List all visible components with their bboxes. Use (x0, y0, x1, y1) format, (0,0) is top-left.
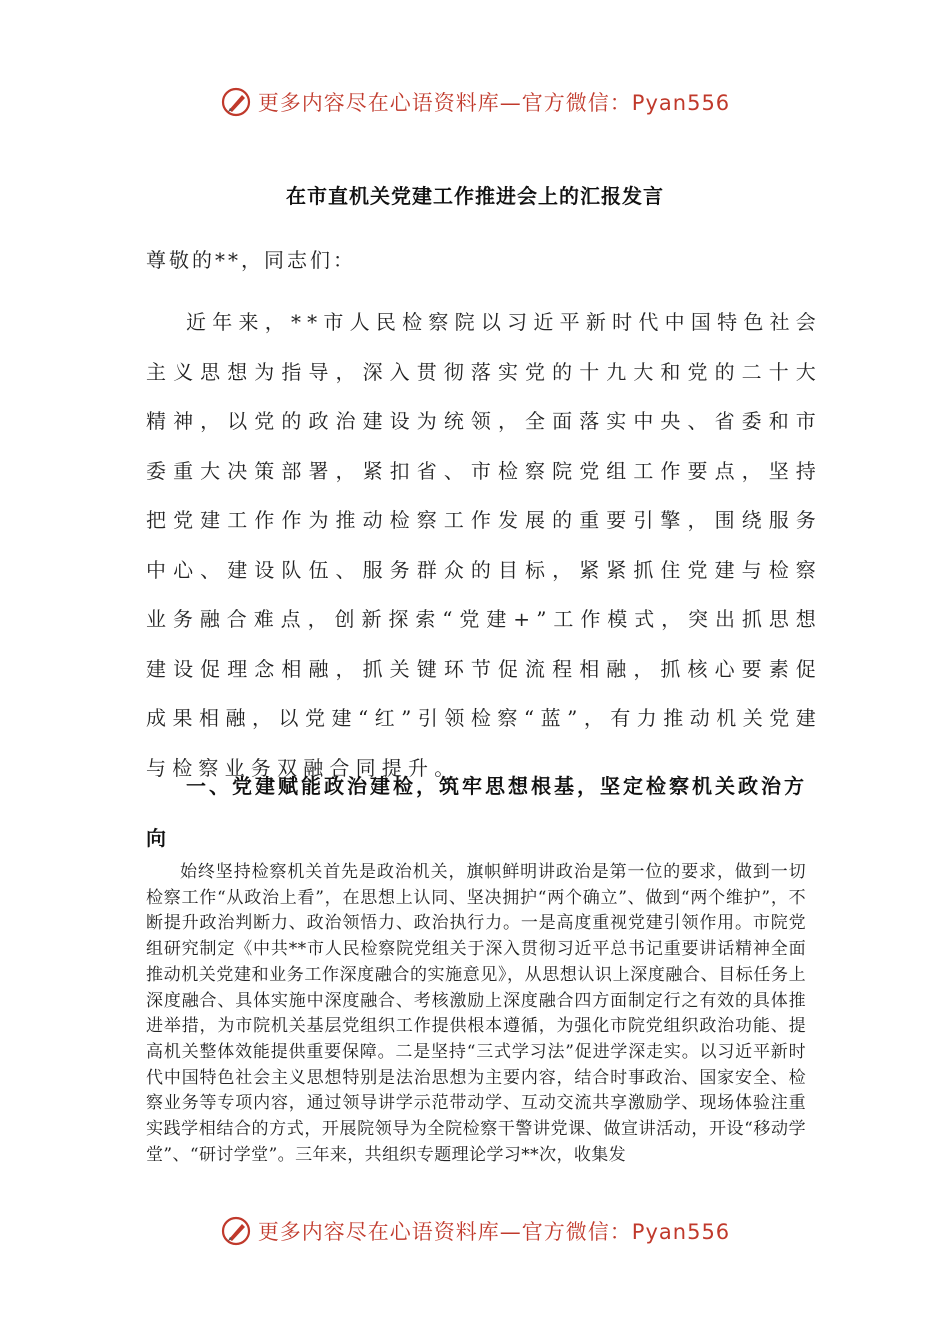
body-paragraph-1: 近年来，**市人民检察院以习近平新时代中国特色社会主义思想为指导，深入贯彻落实党的十九大和党的二十大精神，以党的政治建设为统领，全面落实中央、省委和市委重大决策部署，紧扣省、市检察院党组工作要点，坚持把党建工作作为推动检察工作发展的重要引擎，围绕服务中心、建设队伍、服务群众的目标，紧紧抓住党建与检察业务融合难点，创新探索“党建+”工作模式，突出抓思想建设促理念相融，抓关键环节促流程相融，抓核心要素促成果相融，以党建“红”引领检察“蓝”，有力推动机关党建与检察业务双融合同提升。 (146, 310, 822, 780)
header-watermark-banner (0, 82, 950, 122)
footer-watermark-banner (0, 1211, 950, 1251)
banner-text: 更多内容尽在心语资料库—官方微信：Pyan556 (257, 1220, 731, 1244)
body-paragraph-2: 始终坚持检察机关首先是政治机关，旗帜鲜明讲政治是第一位的要求，做到一切检察工作“从政治上看”，在思想上认同、坚决拥护“两个确立”、做到“两个维护”，不断提升政治判断力、政治领悟力、政治执行力。一是高度重视党建引领作用。市院党组研究制定《中共**市人民检察院党组关于深入贯彻习近平总书记重要讲话精神全面推动机关党建和业务工作深度融合的实施意见》，从思想认识上深度融合、目标任务上深度融合、具体实施中深度融合、考核激励上深度融合四方面制定行之有效的具体推进举措，为市院机关基层党组织工作提供根本遵循，为强化市院党组织政治功能、提高机关整体效能提供重要保障。二是坚持“三式学习法”促进学深走实。以习近平新时代中国特色社会主义思想特别是法治思想为主要内容，结合时事政治、国家安全、检察业务等专项内容，通过领导讲学示范带动学、互动交流共享激励学、现场体验注重实践学相结合的方式，开展院领导为全院检察干警讲党课、做宣讲活动，开设“移动学堂”、“研讨学堂”。三年来，共组织专题理论学习**次，收集发 (146, 862, 806, 1165)
pen-logo-icon (220, 86, 252, 118)
document-title: 在市直机关党建工作推进会上的汇报发言 (286, 184, 664, 208)
salutation: 尊敬的**，同志们： (146, 248, 356, 272)
pen-logo-icon (220, 1215, 252, 1247)
banner-text: 更多内容尽在心语资料库—官方微信：Pyan556 (257, 91, 731, 115)
section-heading-1: 一、党建赋能政治建检，筑牢思想根基，坚定检察机关政治方向 (146, 774, 807, 850)
